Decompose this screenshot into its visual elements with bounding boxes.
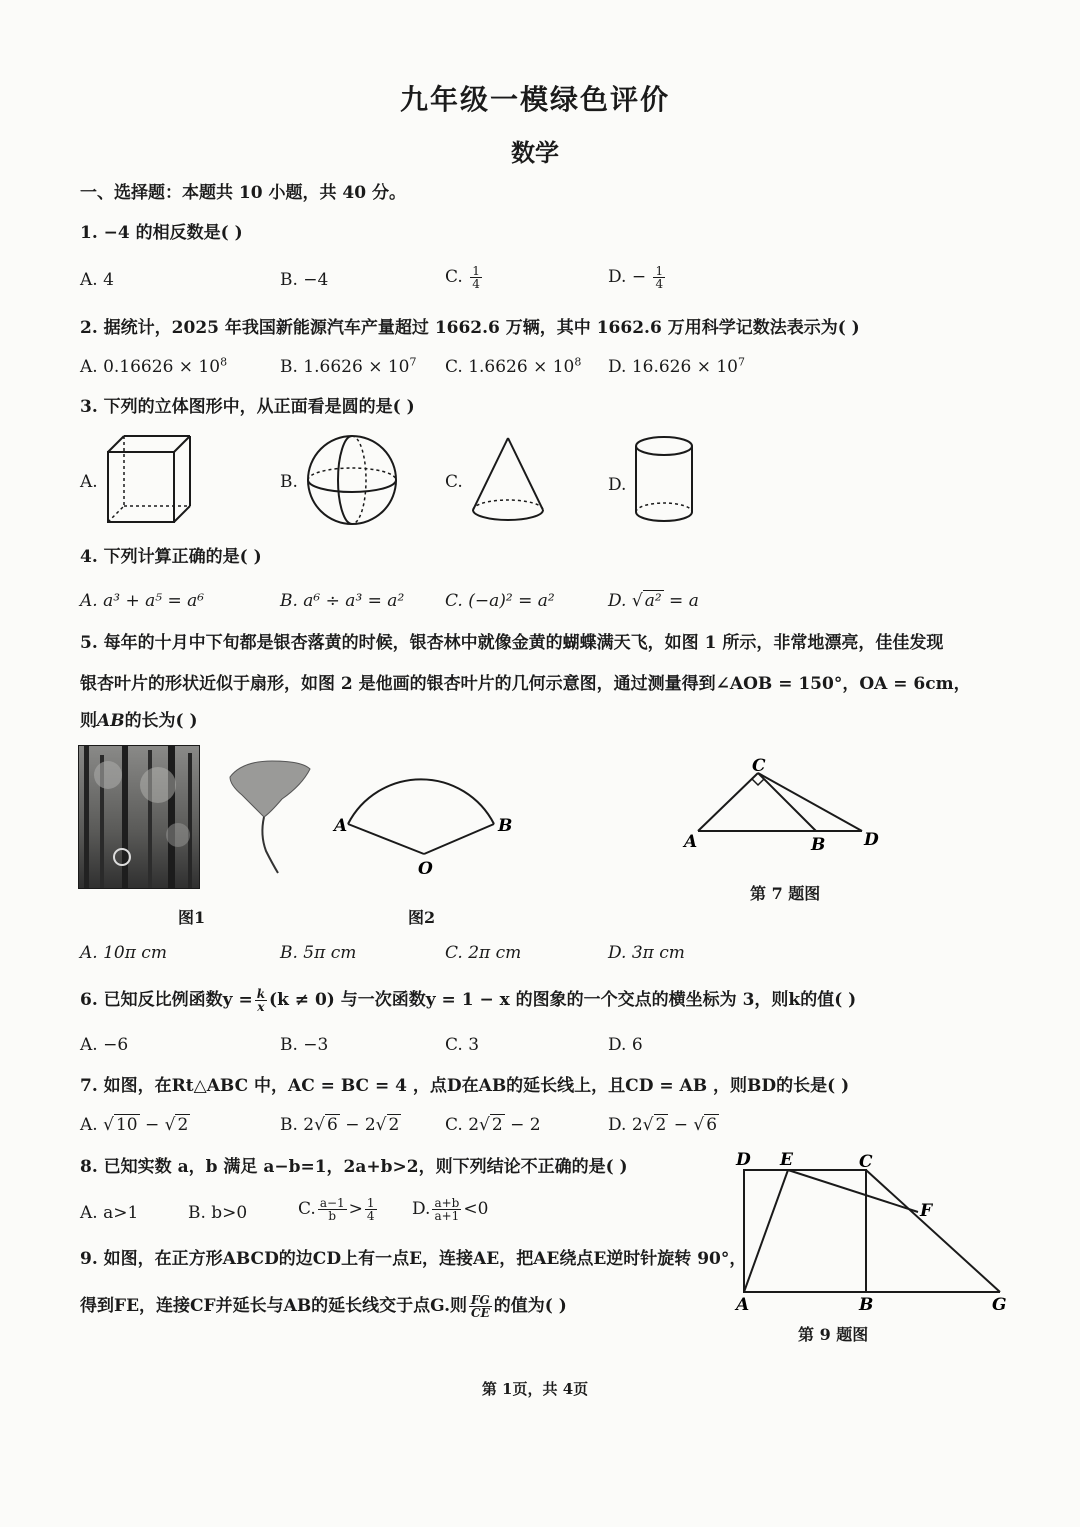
ginkgo-forest-photo bbox=[78, 745, 200, 889]
q1-option-d: D. − $\frac{1}{4}$ bbox=[608, 264, 664, 291]
fig2-label-o: O bbox=[418, 859, 433, 879]
q8-option-d: D. $\frac{a+b}{a+1}$ <0 bbox=[412, 1196, 489, 1223]
q4-stem: 4. 下列计算正确的是( ) bbox=[80, 547, 262, 567]
fig9-label-c: C bbox=[859, 1152, 873, 1172]
q2-option-d: D. $16.626 \times 10^7$ bbox=[608, 355, 745, 377]
fraction: $\frac{a-1}{b}$ bbox=[319, 1196, 345, 1223]
fig1-caption: 图1 bbox=[178, 908, 206, 927]
q6-stem: 6. 已知反比例函数y = $\frac{k}{x}$ (k ≠ 0) 与一次函数y = 1 − x 的图象的一个交点的横坐标为 3，则k的值( ) bbox=[80, 987, 857, 1014]
cube-figure bbox=[100, 430, 200, 530]
q1-option-c: C. $\frac{1}{4}$ bbox=[445, 264, 480, 291]
fig9-label-a: A bbox=[736, 1295, 750, 1315]
q4-option-a: A. a³ + a⁵ = a⁶ bbox=[80, 591, 205, 611]
q2-option-c: C. $1.6626 \times 10^8$ bbox=[445, 355, 582, 377]
fig7-label-a: A bbox=[684, 832, 698, 852]
section-heading: 一、选择题：本题共 10 小题，共 40 分。 bbox=[80, 183, 406, 203]
fig9-label-f: F bbox=[920, 1201, 933, 1221]
fraction: $\frac{1}{4}$ bbox=[366, 1196, 375, 1223]
q2-option-b: B. $1.6626 \times 10^7$ bbox=[280, 355, 417, 377]
fig7-label-d: D bbox=[864, 830, 879, 850]
sphere-figure bbox=[302, 432, 402, 528]
cone-figure bbox=[465, 432, 551, 528]
fig9-label-g: G bbox=[992, 1295, 1007, 1315]
q3-option-d-label: D. bbox=[608, 475, 627, 495]
q9-square-figure bbox=[728, 1148, 1018, 1318]
q6-option-b: B. −3 bbox=[280, 1035, 329, 1055]
q7-option-d: D. 2√ 2 − √ 6 bbox=[608, 1115, 718, 1135]
q7-triangle-figure bbox=[680, 755, 880, 855]
fraction: $\frac{1}{4}$ bbox=[655, 264, 664, 291]
fig9-caption: 第 9 题图 bbox=[798, 1325, 869, 1344]
fraction: $\frac{1}{4}$ bbox=[472, 264, 480, 291]
cylinder-figure bbox=[628, 432, 700, 528]
fig9-label-b: B bbox=[859, 1295, 874, 1315]
subject-title: 数学 bbox=[511, 138, 559, 167]
q2-option-a: A. $0.16626 \times 10^8$ bbox=[80, 355, 228, 377]
q5-option-b: B. 5π cm bbox=[280, 943, 357, 963]
q4-option-b: B. a⁶ ÷ a³ = a² bbox=[280, 591, 405, 611]
fig2-label-b: B bbox=[498, 816, 513, 836]
q8-option-a: A. a>1 bbox=[80, 1203, 139, 1223]
q2-stem: 2. 据统计，2025 年我国新能源汽车产量超过 1662.6 万辆，其中 1662.6 万用科学记数法表示为( ) bbox=[80, 318, 860, 338]
q1-stem: 1. −4 的相反数是( ) bbox=[80, 223, 243, 243]
fraction: $\frac{k}{x}$ bbox=[256, 987, 266, 1014]
ginkgo-leaf-figure bbox=[222, 755, 322, 880]
q5-line3: 则AB的长为( ) bbox=[80, 711, 198, 731]
q6-option-a: A. −6 bbox=[80, 1035, 129, 1055]
q4-option-d: D. √ a² = a bbox=[608, 591, 699, 611]
q3-option-b-label: B. bbox=[280, 472, 298, 492]
q5-option-d: D. 3π cm bbox=[608, 943, 685, 963]
q8-option-c: C. $\frac{a-1}{b}$ > $\frac{1}{4}$ bbox=[298, 1196, 375, 1223]
fig2-label-a: A bbox=[334, 816, 348, 836]
fig7-label-c: C bbox=[752, 756, 766, 776]
q9-line2: 得到FE，连接CF并延长与AB的延长线交于点G.则 $\frac{FG}{CE}$ 的值为( ) bbox=[80, 1293, 567, 1320]
q9-line1: 9. 如图，在正方形ABCD的边CD上有一点E，连接AE，把AE绕点E逆时针旋转 90°， bbox=[80, 1249, 747, 1269]
q7-option-c: C. 2√ 2 − 2 bbox=[445, 1115, 541, 1135]
page-footer: 第 1页，共 4页 bbox=[481, 1380, 589, 1398]
q5-line2: 银杏叶片的形状近似于扇形，如图 2 是他画的银杏叶片的几何示意图，通过测量得到∠AOB = 150°，OA = 6cm， bbox=[80, 674, 971, 694]
q3-option-a-label: A. bbox=[80, 472, 98, 492]
q5-line1: 5. 每年的十月中下旬都是银杏落黄的时候，银杏林中就像金黄的蝴蝶满天飞，如图 1 所示，非常地漂亮，佳佳发现 bbox=[80, 633, 944, 653]
q7-option-b: B. 2√ 6 − 2√ 2 bbox=[280, 1115, 400, 1135]
q1-option-b: B. −4 bbox=[280, 270, 329, 290]
fig9-label-e: E bbox=[780, 1150, 793, 1170]
q3-option-c-label: C. bbox=[445, 472, 463, 492]
fraction: $\frac{a+b}{a+1}$ bbox=[434, 1196, 460, 1223]
fraction: $\frac{FG}{CE}$ bbox=[471, 1293, 490, 1320]
q1-option-a: A. 4 bbox=[80, 270, 114, 290]
q7-stem: 7. 如图，在Rt△ABC 中，AC = BC = 4 ，点D在AB的延长线上，且CD = AB ，则BD的长是( ) bbox=[80, 1076, 850, 1096]
sector-figure bbox=[330, 770, 520, 880]
fig2-caption: 图2 bbox=[408, 908, 436, 927]
q8-option-b: B. b>0 bbox=[188, 1203, 248, 1223]
q4-option-c: C. (−a)² = a² bbox=[445, 591, 555, 611]
q3-stem: 3. 下列的立体图形中，从正面看是圆的是( ) bbox=[80, 397, 415, 417]
q6-option-d: D. 6 bbox=[608, 1035, 643, 1055]
q6-option-c: C. 3 bbox=[445, 1035, 480, 1055]
q5-option-a: A. 10π cm bbox=[80, 943, 167, 963]
fig7-label-b: B bbox=[811, 835, 826, 855]
fig7-caption: 第 7 题图 bbox=[750, 884, 821, 903]
q8-stem: 8. 已知实数 a，b 满足 a−b=1，2a+b>2，则下列结论不正确的是( ) bbox=[80, 1157, 628, 1177]
page-title: 九年级一模绿色评价 bbox=[399, 83, 670, 116]
q7-option-a: A. √ 10 − √ 2 bbox=[80, 1115, 189, 1135]
fig9-label-d: D bbox=[736, 1150, 751, 1170]
q5-option-c: C. 2π cm bbox=[445, 943, 522, 963]
